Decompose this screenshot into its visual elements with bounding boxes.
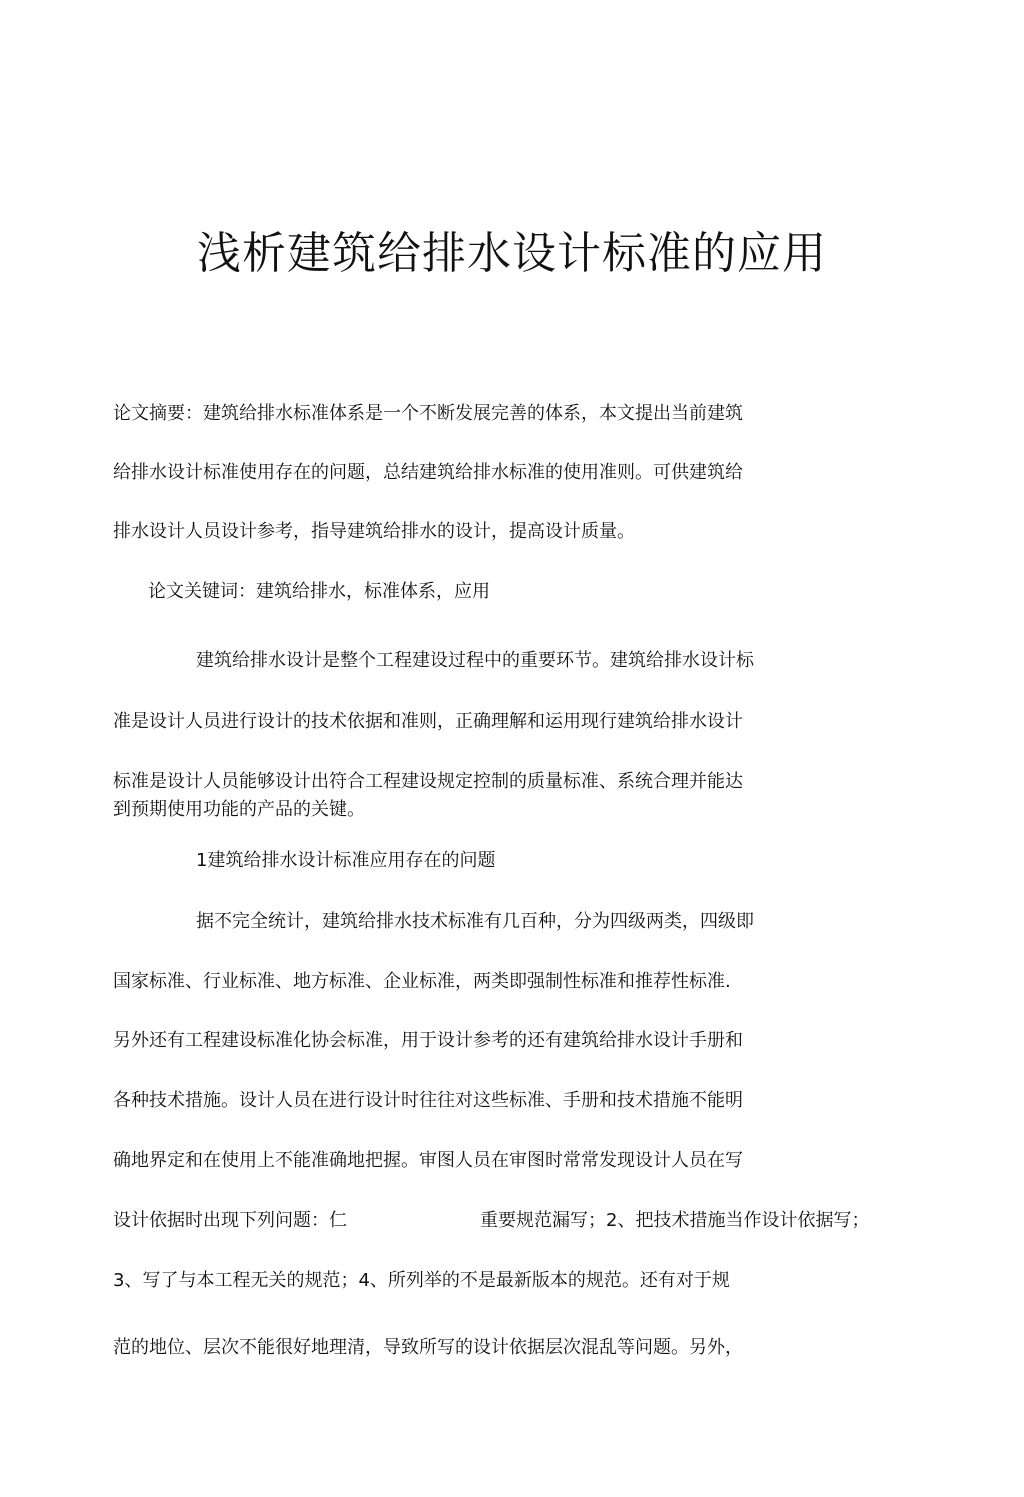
section-line: 国家标准、行业标准、地方标准、企业标准，两类即强制性标准和推荐性标准. [113, 971, 731, 992]
section-line: 确地界定和在使用上不能准确地把握。审图人员在审图时常常发现设计人员在写 [113, 1150, 743, 1171]
section-line: 各种技术措施。设计人员在进行设计时往往对这些标准、手册和技术措施不能明 [113, 1090, 743, 1111]
abstract-line: 论文摘要：建筑给排水标准体系是一个不断发展完善的体系，本文提出当前建筑 [113, 403, 743, 424]
document-title: 浅析建筑给排水设计标准的应用 [197, 228, 827, 279]
section-heading: 1建筑给排水设计标准应用存在的问题 [196, 850, 496, 871]
section-line-split-left: 设计依据时出现下列问题：仁 [113, 1210, 347, 1231]
section-line: 据不完全统计，建筑给排水技术标准有几百种，分为四级两类，四级即 [196, 911, 754, 932]
section-line: 范的地位、层次不能很好地理清，导致所写的设计依据层次混乱等问题。另外， [113, 1337, 743, 1358]
abstract-line: 排水设计人员设计参考，指导建筑给排水的设计，提高设计质量。 [113, 521, 635, 542]
intro-line: 到预期使用功能的产品的关键。 [113, 799, 365, 820]
section-line-split-right: 重要规范漏写；2、把技术措施当作设计依据写； [480, 1210, 870, 1231]
intro-line: 建筑给排水设计是整个工程建设过程中的重要环节。建筑给排水设计标 [196, 650, 754, 671]
intro-line: 准是设计人员进行设计的技术依据和准则，正确理解和运用现行建筑给排水设计 [113, 711, 743, 732]
abstract-line: 给排水设计标准使用存在的问题，总结建筑给排水标准的使用准则。可供建筑给 [113, 462, 743, 483]
section-line: 3、写了与本工程无关的规范；4、所列举的不是最新版本的规范。还有对于规 [113, 1270, 730, 1291]
intro-line: 标准是设计人员能够设计出符合工程建设规定控制的质量标准、系统合理并能达 [113, 771, 743, 792]
section-line: 另外还有工程建设标准化协会标准，用于设计参考的还有建筑给排水设计手册和 [113, 1030, 743, 1051]
keywords-line: 论文关键词：建筑给排水，标准体系，应用 [148, 581, 490, 602]
